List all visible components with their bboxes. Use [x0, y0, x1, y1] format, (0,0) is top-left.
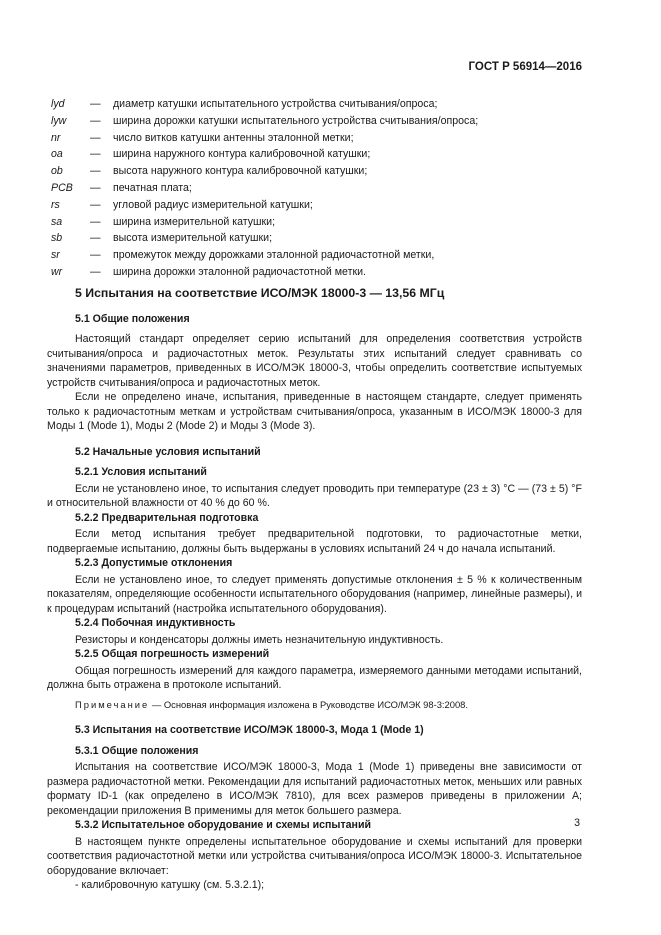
list-item: - калибровочную катушку (см. 5.3.2.1); [75, 879, 265, 891]
section-5-1-paragraph-1: Настоящий стандарт определяет серию испытаний для определения соответствия устройств считывания/опроса и радиочастотных меток. Результаты этих испытаний следует сравнивать со значениями параметров, приведенных в ИСО/МЭК 18000-3, чтобы определить соответствие испытуемых устройств считывания/опроса и радиочастотных меток. [47, 333, 582, 389]
abbreviation-definition: высота наружного контура калибровочной катушки; [113, 165, 368, 178]
abbreviation-dash: — [90, 131, 101, 144]
abbreviation-symbol: nr [51, 131, 61, 144]
abbreviation-dash: — [90, 114, 101, 127]
abbreviation-dash: — [90, 181, 101, 194]
abbreviation-definition: угловой радиус измерительной катушки; [113, 198, 313, 211]
section-5-2-4-heading: 5.2.4 Побочная индуктивность [75, 617, 236, 629]
abbreviation-dash: — [90, 165, 101, 178]
abbreviation-symbol: PCB [51, 181, 73, 194]
abbreviation-definition: печатная плата; [113, 181, 192, 194]
abbreviation-definition: диаметр катушки испытательного устройства считывания/опроса; [113, 98, 438, 110]
page-number: 3 [574, 817, 580, 829]
abbreviation-item [51, 146, 611, 163]
abbreviation-symbol: ob [51, 165, 63, 178]
abbreviation-symbol: lyw [51, 114, 67, 127]
section-5-3-2-heading: 5.3.2 Испытательное оборудование и схемы испытаний [75, 819, 371, 831]
abbreviation-symbol: rs [51, 198, 60, 211]
abbreviation-list [51, 96, 611, 281]
section-5-1-heading: 5.1 Общие положения [75, 312, 190, 325]
abbreviation-dash: — [90, 249, 101, 262]
abbreviation-item [51, 113, 611, 130]
abbreviation-symbol: sa [51, 215, 63, 228]
note-text: — Основная информация изложена в Руководстве ИСО/МЭК 98-3:2008. [149, 698, 468, 710]
abbreviation-symbol: oa [51, 148, 63, 161]
abbreviation-item [51, 96, 611, 113]
section-5-2-1-heading: 5.2.1 Условия испытаний [75, 466, 207, 478]
abbreviation-symbol: lyd [51, 98, 65, 110]
abbreviation-symbol: wr [51, 265, 63, 278]
abbreviation-definition: ширина дорожки катушки испытательного устройства считывания/опроса; [113, 114, 479, 127]
abbreviation-definition: ширина измерительной катушки; [113, 215, 276, 228]
abbreviation-definition: высота измерительной катушки; [113, 232, 273, 245]
abbreviation-definition: ширина наружного контура калибровочной катушки; [113, 148, 371, 161]
section-5-2-1-paragraph: Если не установлено иное, то испытания следует проводить при температуре (23 ± 3) °C — (73 ± 5) °F и относительной влажности от 40 % до 60 %. [47, 482, 582, 509]
section-5-2-4-paragraph: Резисторы и конденсаторы должны иметь незначительную индуктивность. [75, 633, 444, 646]
abbreviation-dash: — [90, 198, 101, 211]
section-5-3-heading: 5.3 Испытания на соответствие ИСО/МЭК 18000-3, Мода 1 (Mode 1) [75, 724, 424, 736]
document-id-header: ГОСТ Р 56914—2016 [468, 61, 582, 73]
abbreviation-item [51, 197, 611, 214]
section-5-3-1-paragraph: Испытания на соответствие ИСО/МЭК 18000-3, Мода 1 (Mode 1) приведены вне зависимости от размера радиочастотной метки. Рекомендации для испытаний радиочастотных меток, меньших или равных формату ID-1 (как определено в ИСО/МЭК 7810), для всех размеров приведены в приложении А; рекомендации приложения В применимы для меток большего размера. [47, 761, 582, 817]
section-5-2-3-heading: 5.2.3 Допустимые отклонения [75, 557, 233, 569]
abbreviation-item [51, 180, 611, 197]
abbreviation-symbol: sr [51, 249, 60, 262]
section-5-2-heading: 5.2 Начальные условия испытаний [75, 445, 261, 458]
note-paragraph [47, 698, 582, 713]
abbreviation-dash: — [90, 98, 101, 110]
abbreviation-item [51, 163, 611, 180]
section-5-2-5-paragraph: Общая погрешность измерений для каждого параметра, измеряемого данными методами испытаний, должна быть отражена в протоколе испытаний. [47, 664, 582, 691]
abbreviation-item [51, 230, 611, 247]
abbreviation-item [51, 214, 611, 231]
note-label: Примечание [75, 698, 150, 710]
section-5-body [47, 286, 582, 893]
section-5-2-2-heading: 5.2.2 Предварительная подготовка [75, 511, 259, 524]
section-5-3-2-paragraph: В настоящем пункте определены испытательное оборудование и схемы испытаний для проверки соответствия радиочастотной метки или устройства считывания/опроса ИСО/МЭК 18000-3. Испытательное оборудование включает: [47, 835, 582, 877]
section-5-3-1-heading: 5.3.1 Общие положения [75, 744, 199, 757]
abbreviation-dash: — [90, 215, 101, 228]
abbreviation-definition: число витков катушки антенны эталонной метки; [113, 131, 354, 144]
abbreviation-item [51, 130, 611, 147]
abbreviation-item [51, 264, 611, 281]
abbreviation-dash: — [90, 148, 101, 161]
abbreviation-dash: — [90, 265, 101, 278]
abbreviation-dash: — [90, 232, 101, 245]
section-5-2-2-paragraph: Если метод испытания требует предварительной подготовки, то радиочастотные метки, подвергаемые испытанию, должны быть выдержаны в условиях испытаний 24 ч до начала испытаний. [47, 528, 582, 555]
section-5-2-5-heading: 5.2.5 Общая погрешность измерений [75, 648, 270, 660]
section-5-heading: 5 Испытания на соответствие ИСО/МЭК 18000-3 — 13,56 МГц [75, 286, 445, 300]
abbreviation-symbol: sb [51, 232, 63, 245]
section-5-2-3-paragraph: Если не установлено иное, то следует применять допустимые отклонения ± 5 % к количественным показателям, определяющие особенности испытательного оборудования (например, линейные размеры), и к процедурам испытаний (настройка испытательного оборудования). [47, 573, 582, 615]
abbreviation-definition: ширина дорожки эталонной радиочастотной метки. [113, 265, 366, 278]
abbreviation-definition: промежуток между дорожками эталонной радиочастотной метки, [113, 249, 435, 262]
abbreviation-item [51, 247, 611, 264]
section-5-1-paragraph-2: Если не определено иначе, испытания, приведенные в настоящем стандарте, следует применять только к радиочастотным меткам и устройствам считывания/опроса, указанным в ИСО/МЭК 18000-3 для Моды 1 (Mode 1), Моды 2 (Mode 2) и Моды 3 (Mode 3). [47, 391, 582, 432]
